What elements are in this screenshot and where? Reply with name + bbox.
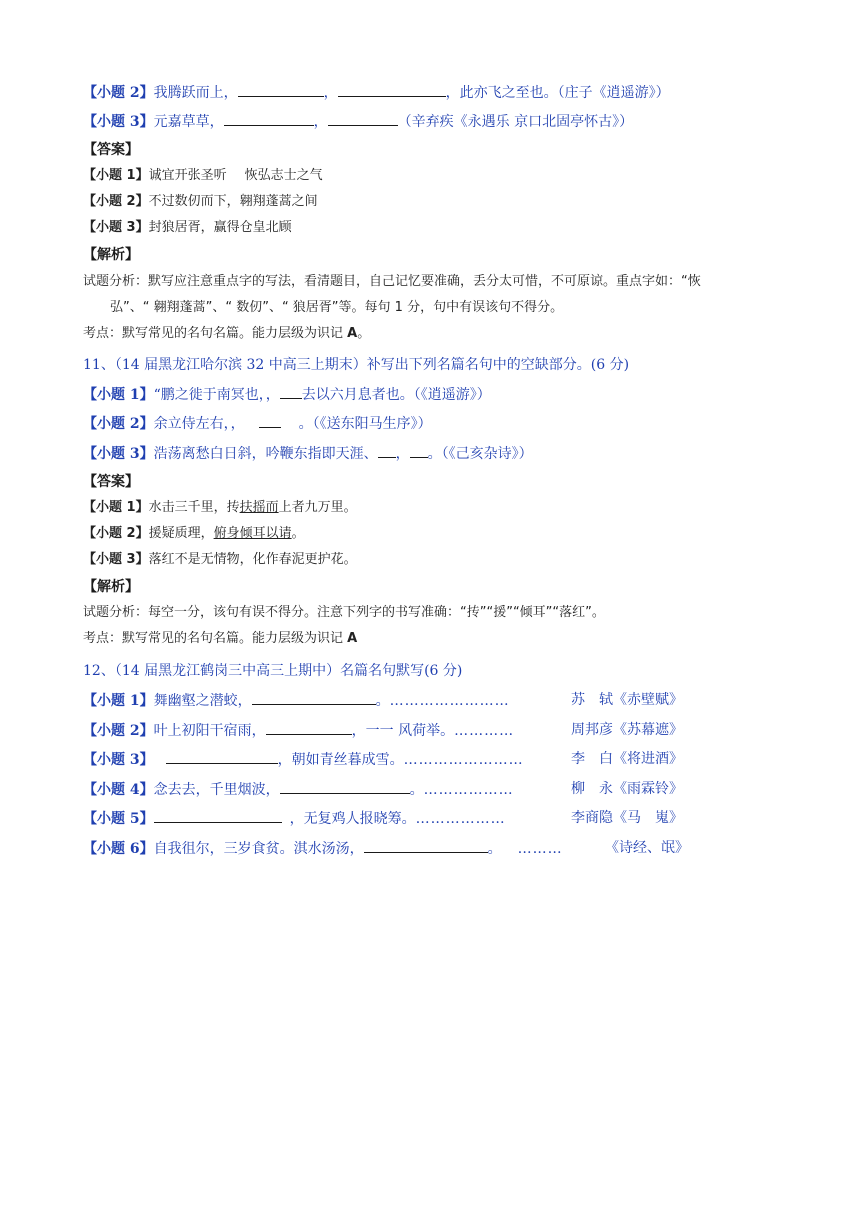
answer-item: 【小题 2】援疑质理，俯身倾耳以请。 bbox=[83, 526, 305, 541]
q12-item-1: 【小题 1】舞幽壑之潜蛟， 。…………………… bbox=[83, 690, 510, 711]
answer-blank[interactable] bbox=[338, 82, 446, 97]
author-source: 周邦彦《苏幕遮》 bbox=[571, 722, 683, 738]
author-source: 《诗经、氓》 bbox=[605, 840, 689, 856]
q10-item-2: 【小题 2】我腾跃而上， ， ，此亦飞之至也。（庄子《逍遥游》） bbox=[83, 82, 670, 103]
author-source: 苏 轼《赤壁赋》 bbox=[571, 692, 683, 708]
q12-item-3: 【小题 3】 ，朝如青丝暮成雪。…………………… bbox=[83, 749, 524, 770]
answer-blank[interactable] bbox=[259, 413, 281, 428]
q12-item-5: 【小题 5】 ，无复鸡人报晓筹。……………… bbox=[83, 808, 506, 829]
answer-blank[interactable] bbox=[410, 443, 428, 458]
answer-blank[interactable] bbox=[252, 690, 376, 705]
analysis-text: 试题分析：默写应注意重点字的写法，看清题目，自己记忆要准确，丢分太可惜，不可原谅。重点字如：“恢 bbox=[83, 274, 701, 289]
answer-item: 【小题 1】水击三千里，抟扶摇而上者九万里。 bbox=[83, 500, 357, 515]
q10-item-3: 【小题 3】元嘉草草， ， （辛弃疾《永遇乐 京口北固亭怀古》） bbox=[83, 111, 633, 132]
answer-blank[interactable] bbox=[154, 808, 282, 823]
author-source: 李 白《将进酒》 bbox=[571, 751, 683, 767]
analysis-header: 【解析】 bbox=[83, 247, 139, 263]
q11-item-2: 【小题 2】余立侍左右，， 。（《送东阳马生序》） bbox=[83, 413, 432, 434]
answer-blank[interactable] bbox=[166, 749, 278, 764]
answer-header: 【答案】 bbox=[83, 142, 139, 158]
answer-blank[interactable] bbox=[280, 779, 410, 794]
author-source: 李商隐《马 嵬》 bbox=[571, 810, 683, 826]
answer-blank[interactable] bbox=[224, 111, 314, 126]
kaodian-text: 考点：默写常见的名句名篇。能力层级为识记 A。 bbox=[83, 326, 371, 341]
analysis-text: 弘”、“ 翱翔蓬蒿”、“ 数仞”、“ 狼居胥”等。每句 1 分，句中有误该句不得分。 bbox=[110, 300, 564, 315]
q12-item-6: 【小题 6】自我徂尔，三岁食贫。淇水汤汤， 。 ……… bbox=[83, 838, 563, 859]
question-title: 12、（14 届黑龙江鹤岗三中高三上期中）名篇名句默写(6 分) bbox=[83, 663, 463, 679]
answer-item: 【小题 3】落红不是无情物，化作春泥更护花。 bbox=[83, 552, 357, 567]
answer-item: 【小题 3】封狼居胥，赢得仓皇北顾 bbox=[83, 220, 292, 235]
answer-item: 【小题 2】不过数仞而下，翱翔蓬蒿之间 bbox=[83, 194, 318, 209]
answer-blank[interactable] bbox=[280, 384, 302, 399]
q11-item-1: 【小题 1】“鹏之徙于南冥也，， 去以六月息者也。（《逍遥游》） bbox=[83, 384, 491, 405]
analysis-text: 试题分析：每空一分，该句有误不得分。注意下列字的书写准确：“抟”“援”“倾耳”“落红”。 bbox=[83, 605, 605, 620]
answer-blank[interactable] bbox=[364, 838, 488, 853]
q12-item-4: 【小题 4】念去去，千里烟波， 。……………… bbox=[83, 779, 514, 800]
kaodian-text: 考点：默写常见的名句名篇。能力层级为识记 A bbox=[83, 631, 358, 646]
q12-item-2: 【小题 2】叶上初阳干宿雨， ，一一 风荷举。………… bbox=[83, 720, 514, 741]
answer-blank[interactable] bbox=[238, 82, 324, 97]
answer-blank[interactable] bbox=[328, 111, 398, 126]
answer-blank[interactable] bbox=[378, 443, 396, 458]
answer-blank[interactable] bbox=[266, 720, 352, 735]
answer-header: 【答案】 bbox=[83, 474, 139, 490]
q11-item-3: 【小题 3】浩荡离愁白日斜，吟鞭东指即天涯、 ， 。（《己亥杂诗》） bbox=[83, 443, 533, 464]
analysis-header: 【解析】 bbox=[83, 579, 139, 595]
answer-item: 【小题 1】诚宜开张圣听 恢弘志士之气 bbox=[83, 168, 323, 183]
question-title: 11、（14 届黑龙江哈尔滨 32 中高三上期末）补写出下列名篇名句中的空缺部分。(6 分) bbox=[83, 357, 630, 373]
author-source: 柳 永《雨霖铃》 bbox=[571, 781, 683, 797]
